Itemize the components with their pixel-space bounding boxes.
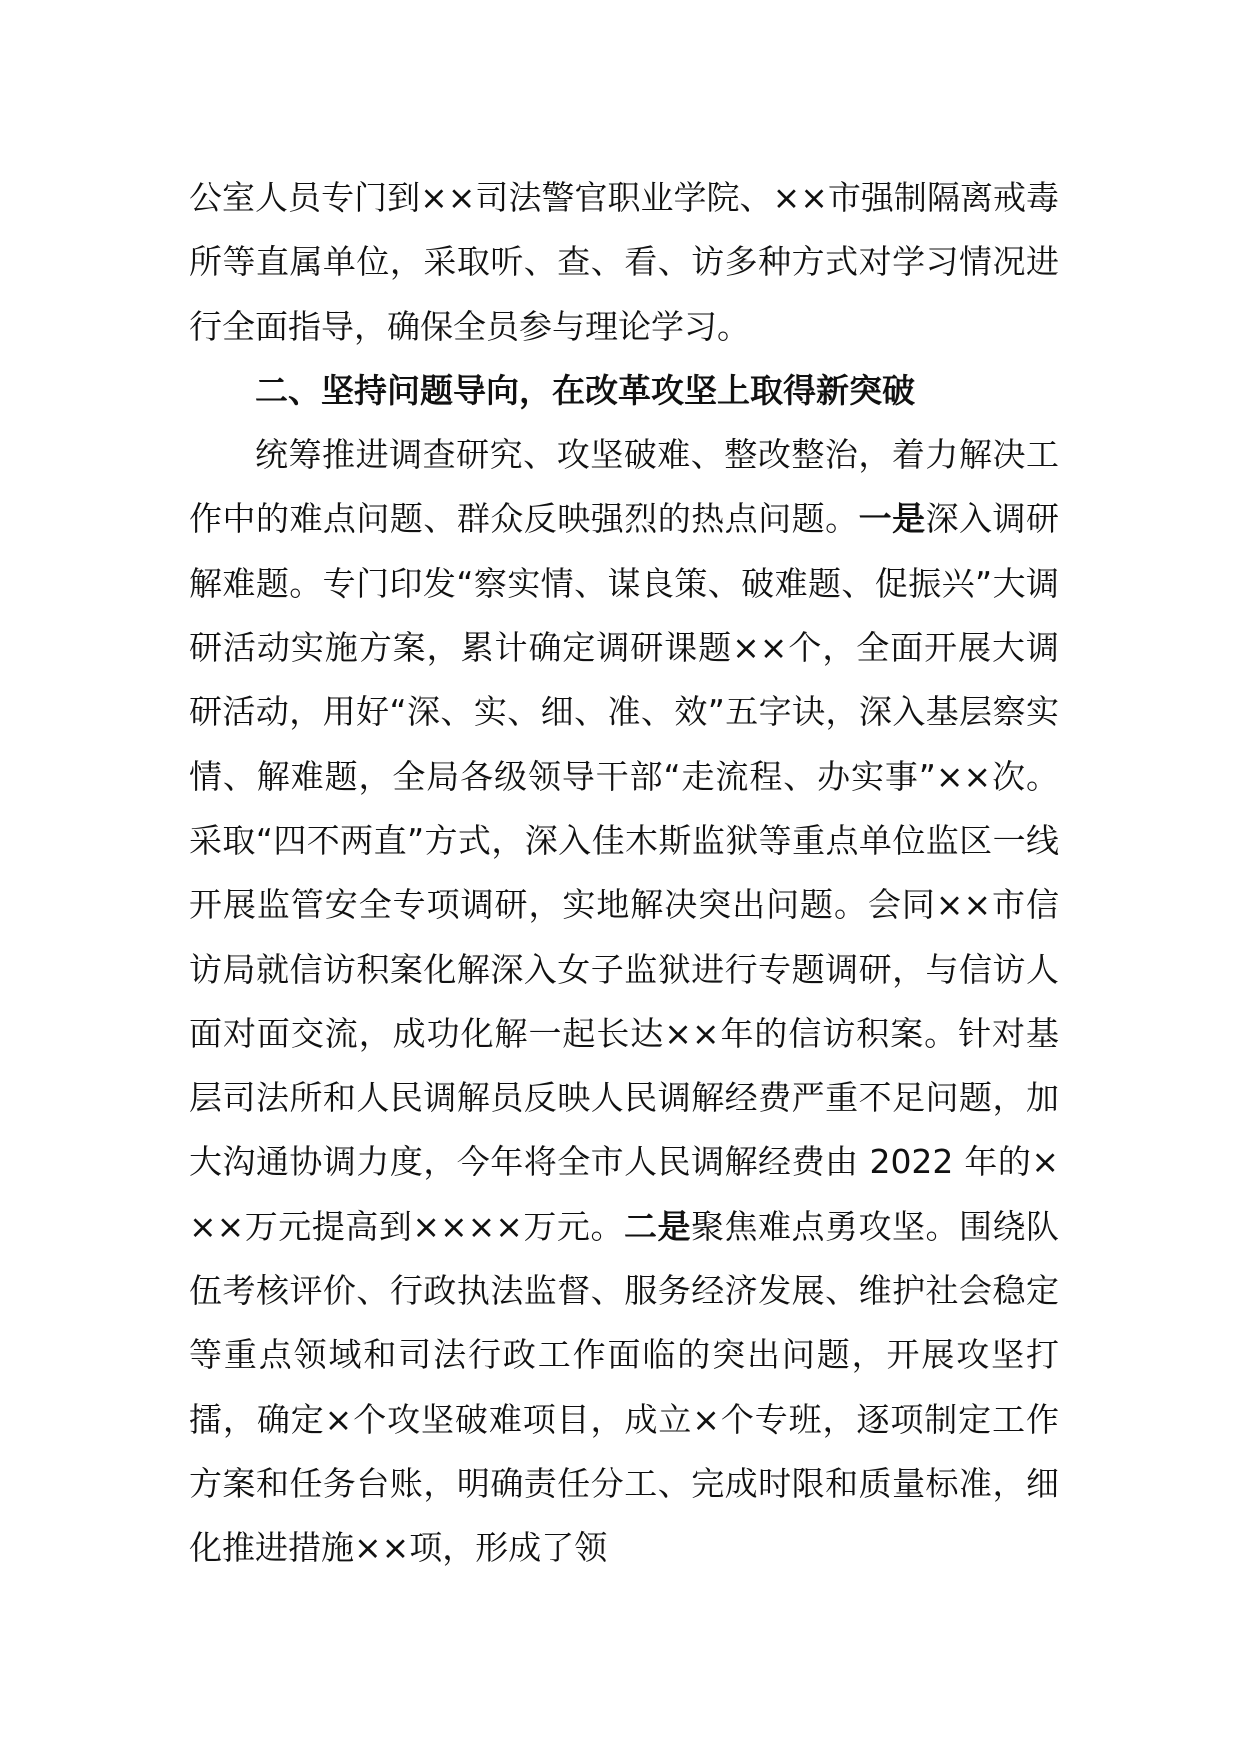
point-marker-two: 二是 [623, 1206, 691, 1246]
point-two-text: 聚焦难点勇攻坚。围绕队伍考核评价、行政执法监督、服务经济发展、维护社会稳定等重点领域和司法行政工作面临的突出问题，开展攻坚打擂，确定×个攻坚破难项目，成立×个专班，逐项制定工作方案和任务台账，明确责任分工、完成时限和质量标准，细化推进措施××项，形成了领 [189, 1206, 1060, 1568]
section-heading: 二、坚持问题导向，在改革攻坚上取得新突破 [255, 370, 915, 410]
point-one-text: 深入调研解难题。专门印发“察实情、谋良策、破难题、促振兴”大调研活动实施方案，累计确定调研课题××个，全面开展大调研活动，用好“深、实、细、准、效”五字诀，深入基层察实情、解难题，全局各级领导干部“走流程、办实事”××次。采取“四不两直”方式，深入佳木斯监狱等重点单位监区一线开展监管安全专项调研，实地解决突出问题。会同××市信访局就信访积案化解深入女子监狱进行专题调研，与信访人面对面交流，成功化解一起长达××年的信访积案。针对基层司法所和人民调解员反映人民调解经费严重不足问题，加大沟通协调力度，今年将全市人民调解经费由 2022 年的×××万元提高到××××万元。 [189, 499, 1060, 1246]
paragraph-intro-text: 统筹推进调查研究、攻坚破难、整改整治，着力解决工作中的难点问题、群众反映强烈的热点问题。 [189, 435, 1059, 539]
point-marker-one: 一是 [858, 499, 926, 539]
continuation-paragraph: 公室人员专门到××司法警官职业学院、××市强制隔离戒毒所等直属单位，采取听、查、看、访多种方式对学习情况进行全面指导，确保全员参与理论学习。 [189, 178, 1059, 346]
document-page [189, 166, 1059, 1581]
body-paragraph [189, 423, 1059, 1580]
